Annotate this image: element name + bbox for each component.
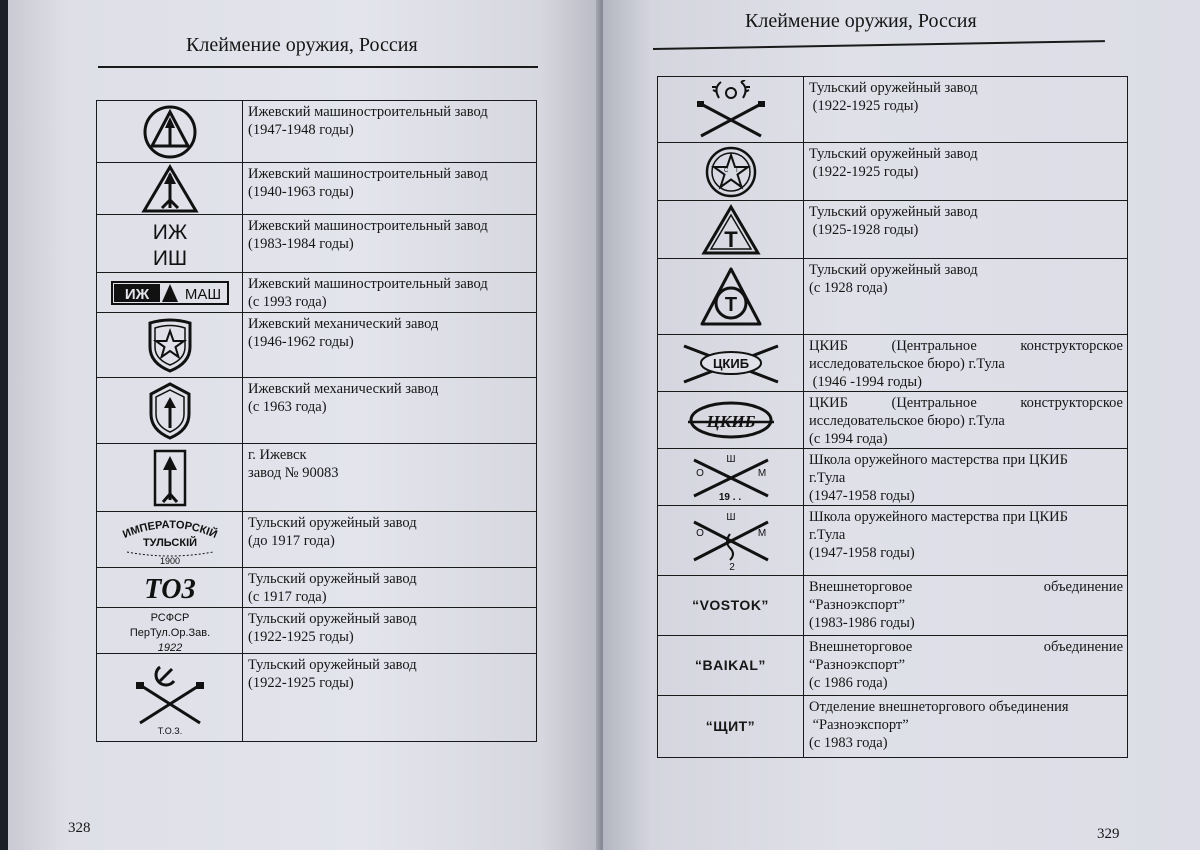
mark-period-line: (1922-1925 годы) bbox=[809, 98, 919, 114]
tskib-rifles-mark-icon bbox=[658, 340, 803, 386]
tskib-oval-mark-icon bbox=[658, 398, 803, 442]
header-rule bbox=[653, 40, 1105, 50]
icon-text: 2 bbox=[728, 561, 735, 572]
mark-description-line: Тульский оружейный завод bbox=[809, 204, 978, 220]
table-row bbox=[658, 392, 1128, 449]
marks-table bbox=[96, 100, 537, 742]
mark-description-line bbox=[809, 578, 1123, 596]
table-row bbox=[97, 444, 537, 512]
mark-description-line: Ижевский механический завод bbox=[248, 316, 439, 332]
mark-description-line: Школа оружейного мастерства при ЦКИБ bbox=[809, 509, 1068, 525]
icon-text: М bbox=[757, 527, 766, 539]
icon-text: ЦКИБ bbox=[706, 412, 755, 431]
t-triangle-mark-icon bbox=[658, 204, 803, 256]
icon-text: Т.О.З. bbox=[157, 725, 182, 736]
mark-description-line: Ижевский машиностроительный завод bbox=[248, 166, 488, 182]
mark-description-line: г. Ижевск bbox=[248, 447, 307, 463]
mark-period-line: (1947-1958 годы) bbox=[809, 488, 915, 504]
mark-period-line: (с 1928 года) bbox=[809, 280, 888, 296]
izhmekh-shield-arrow-mark-icon bbox=[97, 382, 242, 440]
mark-period-line: (с 1994 года) bbox=[809, 431, 888, 447]
table-row bbox=[658, 576, 1128, 636]
izhmash-triangle-arrow-mark-icon bbox=[97, 164, 242, 214]
mark-period-line: (1922-1925 годы) bbox=[809, 164, 919, 180]
baikal-text-mark: “BAIKAL” bbox=[695, 656, 766, 673]
mark-description-line: Ижевский машиностроительный завод bbox=[248, 276, 488, 292]
mark-period-line: (1922-1925 годы) bbox=[248, 675, 354, 691]
icon-text: РСФСР bbox=[150, 611, 189, 624]
icon-text: Т bbox=[724, 293, 737, 316]
mark-period-line: (1983-1986 годы) bbox=[809, 615, 915, 631]
justified-word: Внешнеторговое bbox=[809, 639, 913, 655]
mark-period-line: (с 1963 года) bbox=[248, 399, 327, 415]
icon-text: О bbox=[695, 527, 704, 539]
mark-description-line: Ижевский машиностроительный завод bbox=[248, 218, 488, 234]
mark-period-line: завод № 90083 bbox=[248, 465, 339, 481]
mark-period-line: (1946-1962 годы) bbox=[248, 334, 354, 350]
table-row bbox=[97, 654, 537, 742]
justified-word: (Центральное bbox=[891, 338, 977, 354]
mark-period-line: (1947-1948 годы) bbox=[248, 122, 354, 138]
mark-description-line: “Разноэкспорт” bbox=[809, 717, 909, 733]
page-number: 329 bbox=[1097, 826, 1120, 842]
mark-description-line: Школа оружейного мастерства при ЦКИБ bbox=[809, 452, 1068, 468]
mark-period-line: (1947-1958 годы) bbox=[809, 545, 915, 561]
mark-description-line: Ижевский машиностроительный завод bbox=[248, 104, 488, 120]
icon-text: ИШ bbox=[152, 246, 187, 270]
table-row bbox=[658, 77, 1128, 143]
table-row bbox=[97, 378, 537, 444]
table-row bbox=[658, 143, 1128, 201]
icon-text: 1900 bbox=[159, 555, 180, 566]
izhmash-circle-arrow-mark-icon bbox=[97, 104, 242, 160]
mark-period-line: (с 1993 года) bbox=[248, 294, 327, 310]
justified-word: объединение bbox=[1043, 579, 1123, 595]
mark-description-line bbox=[809, 638, 1123, 656]
icon-text: С bbox=[723, 167, 728, 174]
page-number: 328 bbox=[68, 820, 91, 836]
mark-description-line: исследовательское бюро) г.Тула bbox=[809, 356, 1005, 372]
izh-izh-letters-mark-icon bbox=[97, 218, 242, 270]
running-head: Клеймение оружия, Россия bbox=[745, 10, 977, 32]
icon-text: ТОЗ bbox=[143, 573, 196, 603]
justified-word: ЦКИБ bbox=[809, 338, 848, 354]
shchit-text-mark: “ЩИТ” bbox=[705, 717, 756, 734]
mark-description-line: Тульский оружейный завод bbox=[248, 657, 417, 673]
icon-text: ЦКИБ bbox=[712, 356, 749, 371]
mark-period-line: (1983-1984 годы) bbox=[248, 236, 354, 252]
mark-period-line: (с 1917 года) bbox=[248, 589, 327, 605]
mark-description-line: исследовательское бюро) г.Тула bbox=[809, 413, 1005, 429]
table-row bbox=[97, 608, 537, 654]
table-row bbox=[658, 201, 1128, 259]
vostok-text-mark: “VOSTOK” bbox=[692, 596, 769, 613]
t-circle-triangle-mark-icon bbox=[658, 266, 803, 328]
mark-description-line: Тульский оружейный завод bbox=[809, 262, 978, 278]
mark-description-line: г.Тула bbox=[809, 470, 846, 486]
wreath-rifles-mark-icon bbox=[658, 80, 803, 140]
icon-text: М bbox=[757, 468, 766, 479]
mark-period-line: (до 1917 года) bbox=[248, 533, 335, 549]
mark-period-line: (1925-1928 годы) bbox=[809, 222, 919, 238]
mark-description-line: Тульский оружейный завод bbox=[809, 80, 978, 96]
icon-text: ПерТул.Ор.Зав. bbox=[129, 626, 210, 639]
mark-description-line bbox=[809, 337, 1123, 355]
icon-text: ИЖ bbox=[152, 220, 187, 244]
left-page bbox=[8, 0, 600, 850]
mark-description-line: “Разноэкспорт” bbox=[809, 597, 906, 613]
mark-period-line: (с 1983 года) bbox=[809, 735, 888, 751]
table-row bbox=[658, 449, 1128, 506]
mark-description-line bbox=[809, 394, 1123, 412]
table-row bbox=[97, 163, 537, 215]
justified-word: (Центральное bbox=[891, 395, 977, 411]
toz-stylized-mark-icon bbox=[97, 573, 242, 603]
mark-period-line: (с 1986 года) bbox=[809, 675, 888, 691]
justified-word: ЦКИБ bbox=[809, 395, 848, 411]
icon-text: Ш bbox=[725, 511, 736, 523]
mark-description-line: Ижевский механический завод bbox=[248, 381, 439, 397]
mark-description-line: г.Тула bbox=[809, 527, 846, 543]
mark-description-line: Тульский оружейный завод bbox=[248, 571, 417, 587]
icon-text: 19 . . bbox=[718, 492, 741, 502]
justified-word: объединение bbox=[1043, 639, 1123, 655]
justified-word: конструкторское bbox=[1020, 395, 1123, 411]
star-circle-mark-icon bbox=[658, 145, 803, 199]
table-row bbox=[97, 512, 537, 568]
oshm-rifles-2-mark-icon bbox=[658, 510, 803, 572]
table-row bbox=[658, 335, 1128, 392]
izhevsk-arrow-mark-icon bbox=[97, 448, 242, 508]
table-row bbox=[97, 215, 537, 273]
table-row bbox=[97, 568, 537, 608]
justified-word: конструкторское bbox=[1020, 338, 1123, 354]
imperial-tula-arc-mark-icon bbox=[97, 514, 242, 566]
icon-text: Ш bbox=[725, 454, 736, 465]
header-rule bbox=[98, 66, 538, 68]
icon-text: Т bbox=[723, 226, 738, 252]
icon-text: 1922 bbox=[157, 641, 182, 653]
justified-word: Внешнеторговое bbox=[809, 579, 913, 595]
mark-description-line: Отделение внешнеторгового объединения bbox=[809, 699, 1069, 715]
table-row bbox=[658, 696, 1128, 758]
mark-description-line: “Разноэкспорт” bbox=[809, 657, 906, 673]
table-row bbox=[658, 636, 1128, 696]
marks-table bbox=[657, 76, 1128, 758]
mark-description-line: Тульский оружейный завод bbox=[809, 146, 978, 162]
icon-text: Т bbox=[734, 167, 739, 174]
mark-period-line: (1922-1925 годы) bbox=[248, 629, 354, 645]
rsfsr-text-mark-icon bbox=[97, 609, 242, 653]
hammer-sickle-rifles-mark-icon bbox=[97, 659, 242, 737]
izhmash-banner-mark-icon bbox=[97, 280, 242, 306]
mark-description-line: Тульский оружейный завод bbox=[248, 515, 417, 531]
table-row bbox=[97, 313, 537, 378]
mark-description-line: Тульский оружейный завод bbox=[248, 611, 417, 627]
icon-text: ТУЛЬСКІЙ bbox=[142, 536, 197, 549]
mark-period-line: (1940-1963 годы) bbox=[248, 184, 354, 200]
mark-period-line: (1946 -1994 годы) bbox=[809, 374, 922, 390]
icon-text: О bbox=[695, 468, 704, 479]
table-row bbox=[97, 101, 537, 163]
table-row bbox=[97, 273, 537, 313]
icon-text: МАШ bbox=[184, 285, 221, 303]
right-page bbox=[603, 0, 1200, 850]
oshm-rifles-19-mark-icon bbox=[658, 452, 803, 502]
table-row bbox=[658, 506, 1128, 576]
running-head: Клеймение оружия, Россия bbox=[186, 34, 418, 56]
table-row bbox=[658, 259, 1128, 335]
icon-text: ИЖ bbox=[124, 285, 149, 303]
izhmekh-shield-star-mark-icon bbox=[97, 317, 242, 373]
icon-text: ИМПЕРАТОРСКІЙ bbox=[120, 518, 219, 541]
